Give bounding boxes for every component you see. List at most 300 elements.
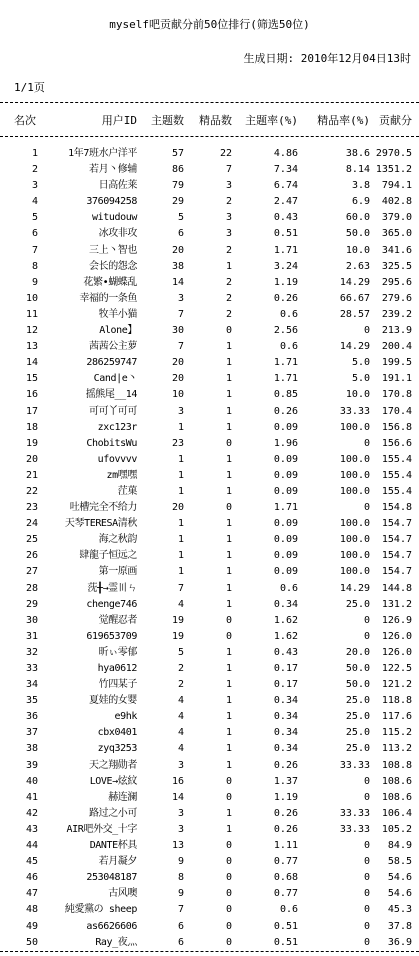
contribution-cell: 154.7	[381, 518, 412, 530]
user-id-cell: 376094258	[86, 196, 137, 208]
elite-rate-cell: 5.0	[351, 357, 370, 369]
user-id-cell: 茜茜公主萝	[89, 341, 137, 353]
contribution-cell: 45.3	[387, 904, 412, 916]
contribution-cell: 199.5	[381, 357, 412, 369]
rank-cell: 7	[31, 244, 38, 256]
topic-rate-cell: 1.19	[273, 276, 298, 288]
table-row	[0, 741, 419, 757]
elite-cell: 1	[225, 759, 232, 771]
contribution-cell: 170.4	[381, 405, 412, 417]
topics-cell: 14	[171, 276, 184, 288]
user-id-cell: as6626606	[86, 920, 137, 932]
rank-cell: 23	[25, 502, 38, 514]
topics-cell: 2	[177, 679, 184, 691]
table-row	[0, 629, 419, 645]
elite-cell: 1	[225, 357, 232, 369]
elite-cell: 22	[219, 148, 232, 159]
elite-rate-cell: 0	[363, 630, 370, 642]
contribution-cell: 1351.2	[375, 164, 412, 176]
topic-rate-cell: 3.24	[273, 260, 298, 272]
contribution-cell: 54.6	[387, 872, 412, 884]
topics-cell: 9	[177, 856, 184, 868]
divider-top	[0, 102, 419, 103]
elite-rate-cell: 100.0	[339, 453, 370, 465]
user-id-cell: witudouw	[92, 212, 137, 224]
table-row	[0, 758, 419, 774]
user-id-cell: 古风噢	[108, 888, 137, 900]
user-id-cell: 会长的怨念	[89, 260, 137, 272]
elite-rate-cell: 33.33	[339, 807, 370, 819]
topic-rate-cell: 0.09	[273, 534, 298, 546]
elite-cell: 7	[225, 164, 232, 176]
topic-rate-cell: 0.6	[279, 904, 298, 916]
topic-rate-cell: 0.77	[273, 888, 298, 900]
elite-cell: 2	[225, 244, 232, 256]
contribution-cell: 156.8	[381, 421, 412, 433]
topic-rate-cell: 0.26	[273, 405, 298, 417]
topics-cell: 29	[171, 196, 184, 208]
topic-rate-cell: 0.68	[273, 872, 298, 884]
topic-rate-cell: 0.43	[273, 212, 298, 224]
user-id-cell: hya0612	[97, 663, 137, 674]
user-id-cell: 花繁•蝴蝶乱	[83, 276, 137, 288]
table-header	[0, 112, 419, 128]
contribution-cell: 108.8	[381, 759, 412, 771]
user-id-cell: e9hk	[114, 711, 137, 723]
elite-rate-cell: 0	[363, 920, 370, 932]
topics-cell: 4	[177, 727, 184, 739]
contribution-cell: 191.1	[381, 373, 412, 385]
table-row	[0, 886, 419, 902]
elite-rate-cell: 10.0	[345, 244, 370, 256]
elite-cell: 0	[225, 775, 232, 787]
topic-rate-cell: 1.37	[273, 775, 298, 787]
table-row	[0, 564, 419, 580]
contribution-cell: 36.9	[387, 936, 412, 948]
elite-cell: 1	[225, 679, 232, 691]
topic-rate-cell: 0.17	[273, 663, 298, 674]
user-id-cell: ufovvvv	[97, 453, 137, 465]
elite-cell: 0	[225, 791, 232, 803]
table-row	[0, 902, 419, 918]
contribution-cell: 115.2	[381, 727, 412, 739]
rank-cell: 21	[25, 469, 38, 481]
divider-bottom	[0, 951, 419, 952]
elite-rate-cell: 14.29	[339, 341, 370, 353]
rank-cell: 24	[25, 518, 38, 530]
table-row	[0, 178, 419, 194]
table-row	[0, 838, 419, 854]
rank-cell: 6	[31, 228, 38, 240]
topics-cell: 6	[177, 920, 184, 932]
table-row	[0, 323, 419, 339]
topics-cell: 3	[177, 823, 184, 835]
user-id-cell: 茳菓	[117, 485, 137, 497]
rank-cell: 12	[25, 325, 38, 337]
elite-rate-cell: 33.33	[339, 759, 370, 771]
topic-rate-cell: 0.51	[273, 228, 298, 240]
contribution-cell: 126.9	[381, 614, 412, 626]
contribution-cell: 113.2	[381, 743, 412, 755]
rank-cell: 10	[25, 292, 38, 304]
topics-cell: 3	[177, 807, 184, 819]
table-row	[0, 500, 419, 516]
user-id-cell: 三上丶智也	[89, 244, 137, 256]
user-id-cell: 619653709	[86, 630, 137, 642]
elite-rate-cell: 100.0	[339, 421, 370, 433]
rank-cell: 39	[25, 759, 38, 771]
topic-rate-cell: 0.6	[279, 341, 298, 353]
topic-rate-cell: 1.96	[273, 437, 298, 449]
table-row	[0, 468, 419, 484]
contribution-cell: 154.7	[381, 566, 412, 578]
topics-cell: 1	[177, 518, 184, 530]
contribution-cell: 144.8	[381, 582, 412, 594]
user-id-cell: 路过之小可	[89, 807, 137, 819]
table-row	[0, 387, 419, 403]
user-id-cell: 第一原画	[98, 566, 137, 578]
rank-cell: 43	[25, 823, 38, 835]
rank-cell: 33	[25, 663, 38, 674]
topics-cell: 57	[171, 148, 184, 159]
elite-rate-cell: 100.0	[339, 550, 370, 562]
elite-cell: 1	[225, 582, 232, 594]
rank-cell: 9	[31, 276, 38, 288]
topics-cell: 10	[171, 389, 184, 401]
elite-rate-cell: 25.0	[345, 743, 370, 755]
topics-cell: 6	[177, 228, 184, 240]
elite-cell: 1	[225, 469, 232, 481]
topics-cell: 20	[171, 502, 184, 514]
elite-cell: 2	[225, 276, 232, 288]
elite-cell: 1	[225, 550, 232, 562]
user-id-cell: Cand|e丶	[93, 373, 137, 385]
ranking-table-body	[0, 146, 419, 951]
contribution-cell: 108.6	[381, 775, 412, 787]
contribution-cell: 213.9	[381, 325, 412, 337]
table-row	[0, 854, 419, 870]
contribution-cell: 54.6	[387, 888, 412, 900]
topic-rate-cell: 0.26	[273, 759, 298, 771]
table-row	[0, 162, 419, 178]
rank-cell: 5	[31, 212, 38, 224]
rank-cell: 37	[25, 727, 38, 739]
elite-rate-cell: 10.0	[345, 389, 370, 401]
page-indicator: 1/1页	[14, 81, 45, 94]
topics-cell: 5	[177, 212, 184, 224]
table-row	[0, 870, 419, 886]
elite-cell: 2	[225, 196, 232, 208]
header-contribution: 贡献分	[379, 114, 412, 127]
table-row	[0, 774, 419, 790]
topics-cell: 7	[177, 904, 184, 916]
elite-rate-cell: 0	[363, 775, 370, 787]
topic-rate-cell: 0.34	[273, 711, 298, 723]
topic-rate-cell: 0.34	[273, 743, 298, 755]
table-row	[0, 484, 419, 500]
contribution-cell: 170.8	[381, 389, 412, 401]
user-id-cell: 若月丶修辅	[89, 164, 137, 176]
elite-cell: 1	[225, 421, 232, 433]
topics-cell: 3	[177, 292, 184, 304]
topic-rate-cell: 0.51	[273, 920, 298, 932]
rank-cell: 34	[25, 679, 38, 691]
rank-cell: 22	[25, 485, 38, 497]
rank-cell: 25	[25, 534, 38, 546]
topic-rate-cell: 1.71	[273, 502, 298, 514]
user-id-cell: zxc123r	[97, 421, 137, 433]
contribution-cell: 794.1	[381, 180, 412, 192]
topic-rate-cell: 0.17	[273, 679, 298, 691]
user-id-cell: 幸福的一条鱼	[79, 292, 137, 304]
contribution-cell: 155.4	[381, 469, 412, 481]
rank-cell: 42	[25, 807, 38, 819]
user-id-cell: 天琴TERESA清秋	[64, 518, 137, 530]
topic-rate-cell: 0.09	[273, 518, 298, 530]
elite-cell: 1	[225, 260, 232, 272]
elite-cell: 1	[225, 807, 232, 819]
rank-cell: 46	[25, 872, 38, 884]
topic-rate-cell: 1.19	[273, 791, 298, 803]
elite-rate-cell: 50.0	[345, 679, 370, 691]
user-id-cell: cbx0401	[97, 727, 137, 739]
user-id-cell: zyq3253	[97, 743, 137, 755]
elite-rate-cell: 0	[363, 936, 370, 948]
table-row	[0, 581, 419, 597]
topics-cell: 1	[177, 566, 184, 578]
elite-cell: 0	[225, 614, 232, 626]
rank-cell: 8	[31, 260, 38, 272]
user-id-cell: Ray_夜灬	[95, 936, 137, 948]
topics-cell: 2	[177, 663, 184, 674]
topic-rate-cell: 0.09	[273, 550, 298, 562]
rank-cell: 45	[25, 856, 38, 868]
user-id-cell: 253048187	[86, 872, 137, 884]
elite-cell: 0	[225, 325, 232, 337]
table-row	[0, 146, 419, 162]
table-row	[0, 210, 419, 226]
table-row	[0, 355, 419, 371]
table-row	[0, 532, 419, 548]
topics-cell: 7	[177, 308, 184, 320]
topic-rate-cell: 0.85	[273, 389, 298, 401]
topic-rate-cell: 0.51	[273, 936, 298, 948]
elite-cell: 3	[225, 180, 232, 192]
elite-cell: 2	[225, 292, 232, 304]
user-id-cell: 觉醒忍者	[98, 614, 137, 626]
topics-cell: 9	[177, 888, 184, 900]
contribution-cell: 117.6	[381, 711, 412, 723]
user-id-cell: DANTE杯具	[89, 840, 137, 852]
topics-cell: 1	[177, 550, 184, 562]
elite-cell: 1	[225, 711, 232, 723]
rank-cell: 11	[25, 308, 38, 320]
elite-rate-cell: 20.0	[345, 646, 370, 658]
topics-cell: 3	[177, 759, 184, 771]
topic-rate-cell: 0.77	[273, 856, 298, 868]
rank-cell: 44	[25, 840, 38, 852]
elite-rate-cell: 100.0	[339, 566, 370, 578]
topic-rate-cell: 1.71	[273, 244, 298, 256]
user-id-cell: 竹四某子	[98, 679, 137, 691]
table-row	[0, 613, 419, 629]
elite-cell: 1	[225, 598, 232, 610]
topics-cell: 79	[171, 180, 184, 192]
rank-cell: 27	[25, 566, 38, 578]
topics-cell: 7	[177, 341, 184, 353]
user-id-cell: LOVE→炫紋	[89, 775, 137, 787]
rank-cell: 2	[31, 164, 38, 176]
elite-cell: 0	[225, 904, 232, 916]
topic-rate-cell: 0.34	[273, 727, 298, 739]
user-id-cell: 1年7班水户洋平	[68, 148, 137, 159]
elite-cell: 1	[225, 373, 232, 385]
user-id-cell: 牧羊小猫	[98, 308, 137, 320]
table-row	[0, 226, 419, 242]
elite-rate-cell: 100.0	[339, 534, 370, 546]
contribution-cell: 105.2	[381, 823, 412, 835]
rank-cell: 19	[25, 437, 38, 449]
rank-cell: 4	[31, 196, 38, 208]
topic-rate-cell: 1.62	[273, 614, 298, 626]
rank-cell: 13	[25, 341, 38, 353]
user-id-cell: 昕ぃ零郁	[98, 646, 137, 658]
header-topics: 主题数	[151, 114, 184, 127]
table-row	[0, 436, 419, 452]
table-row	[0, 645, 419, 661]
elite-rate-cell: 100.0	[339, 518, 370, 530]
elite-rate-cell: 50.0	[345, 663, 370, 674]
contribution-cell: 341.6	[381, 244, 412, 256]
contribution-cell: 156.6	[381, 437, 412, 449]
table-row	[0, 597, 419, 613]
table-row	[0, 275, 419, 291]
topics-cell: 4	[177, 743, 184, 755]
table-row	[0, 516, 419, 532]
table-row	[0, 919, 419, 935]
topics-cell: 5	[177, 646, 184, 658]
rank-cell: 15	[25, 373, 38, 385]
contribution-cell: 155.4	[381, 453, 412, 465]
topic-rate-cell: 0.34	[273, 598, 298, 610]
topics-cell: 19	[171, 630, 184, 642]
elite-rate-cell: 33.33	[339, 823, 370, 835]
user-id-cell: 日高佐莱	[98, 180, 137, 192]
table-row	[0, 806, 419, 822]
header-rank: 名次	[14, 114, 36, 127]
table-row	[0, 259, 419, 275]
topic-rate-cell: 4.86	[273, 148, 298, 159]
elite-cell: 0	[225, 856, 232, 868]
elite-cell: 0	[225, 936, 232, 948]
elite-rate-cell: 14.29	[339, 276, 370, 288]
user-id-cell: 可可丫可可	[89, 405, 137, 417]
topics-cell: 38	[171, 260, 184, 272]
topics-cell: 8	[177, 872, 184, 884]
elite-cell: 1	[225, 566, 232, 578]
user-id-cell: 冰攻非攻	[98, 228, 137, 240]
elite-rate-cell: 0	[363, 840, 370, 852]
contribution-cell: 84.9	[387, 840, 412, 852]
topic-rate-cell: 0.26	[273, 807, 298, 819]
rank-cell: 49	[25, 920, 38, 932]
rank-cell: 17	[25, 405, 38, 417]
contribution-cell: 402.8	[381, 196, 412, 208]
rank-cell: 18	[25, 421, 38, 433]
topic-rate-cell: 6.74	[273, 180, 298, 192]
elite-rate-cell: 100.0	[339, 469, 370, 481]
contribution-cell: 106.4	[381, 807, 412, 819]
topics-cell: 20	[171, 244, 184, 256]
elite-rate-cell: 0	[363, 614, 370, 626]
rank-cell: 35	[25, 695, 38, 707]
topic-rate-cell: 0.09	[273, 421, 298, 433]
elite-cell: 1	[225, 405, 232, 417]
elite-cell: 0	[225, 502, 232, 514]
contribution-cell: 2970.5	[375, 148, 412, 159]
topic-rate-cell: 1.71	[273, 373, 298, 385]
contribution-cell: 108.6	[381, 791, 412, 803]
contribution-cell: 131.2	[381, 598, 412, 610]
topic-rate-cell: 1.62	[273, 630, 298, 642]
contribution-cell: 122.5	[381, 663, 412, 674]
elite-rate-cell: 0	[363, 437, 370, 449]
topics-cell: 13	[171, 840, 184, 852]
rank-cell: 48	[25, 904, 38, 916]
rank-cell: 28	[25, 582, 38, 594]
table-row	[0, 307, 419, 323]
topics-cell: 4	[177, 711, 184, 723]
rank-cell: 3	[31, 180, 38, 192]
generated-date: 生成日期: 2010年12月04日13时	[243, 52, 411, 65]
elite-cell: 0	[225, 888, 232, 900]
elite-rate-cell: 0	[363, 872, 370, 884]
topics-cell: 20	[171, 357, 184, 369]
topics-cell: 86	[171, 164, 184, 176]
table-row	[0, 790, 419, 806]
contribution-cell: 126.0	[381, 646, 412, 658]
elite-rate-cell: 25.0	[345, 598, 370, 610]
elite-cell: 1	[225, 534, 232, 546]
table-row	[0, 677, 419, 693]
user-id-cell: chenge746	[86, 598, 137, 610]
topic-rate-cell: 1.71	[273, 357, 298, 369]
contribution-cell: 279.6	[381, 292, 412, 304]
table-row	[0, 822, 419, 838]
contribution-cell: 37.8	[387, 920, 412, 932]
elite-cell: 1	[225, 485, 232, 497]
contribution-cell: 118.8	[381, 695, 412, 707]
topic-rate-cell: 0.6	[279, 582, 298, 594]
topic-rate-cell: 0.26	[273, 823, 298, 835]
elite-cell: 1	[225, 727, 232, 739]
elite-rate-cell: 33.33	[339, 405, 370, 417]
elite-rate-cell: 50.0	[345, 228, 370, 240]
table-row	[0, 935, 419, 951]
table-row	[0, 339, 419, 355]
table-row	[0, 194, 419, 210]
user-id-cell: 夏娃的女婴	[89, 695, 137, 707]
user-id-cell: 赫连澜	[108, 791, 137, 803]
elite-rate-cell: 0	[363, 904, 370, 916]
rank-cell: 1	[31, 148, 38, 159]
elite-rate-cell: 0	[363, 502, 370, 514]
user-id-cell: ChobitsWu	[86, 437, 137, 449]
topic-rate-cell: 0.43	[273, 646, 298, 658]
rank-cell: 20	[25, 453, 38, 465]
contribution-cell: 154.7	[381, 534, 412, 546]
topic-rate-cell: 0.09	[273, 485, 298, 497]
